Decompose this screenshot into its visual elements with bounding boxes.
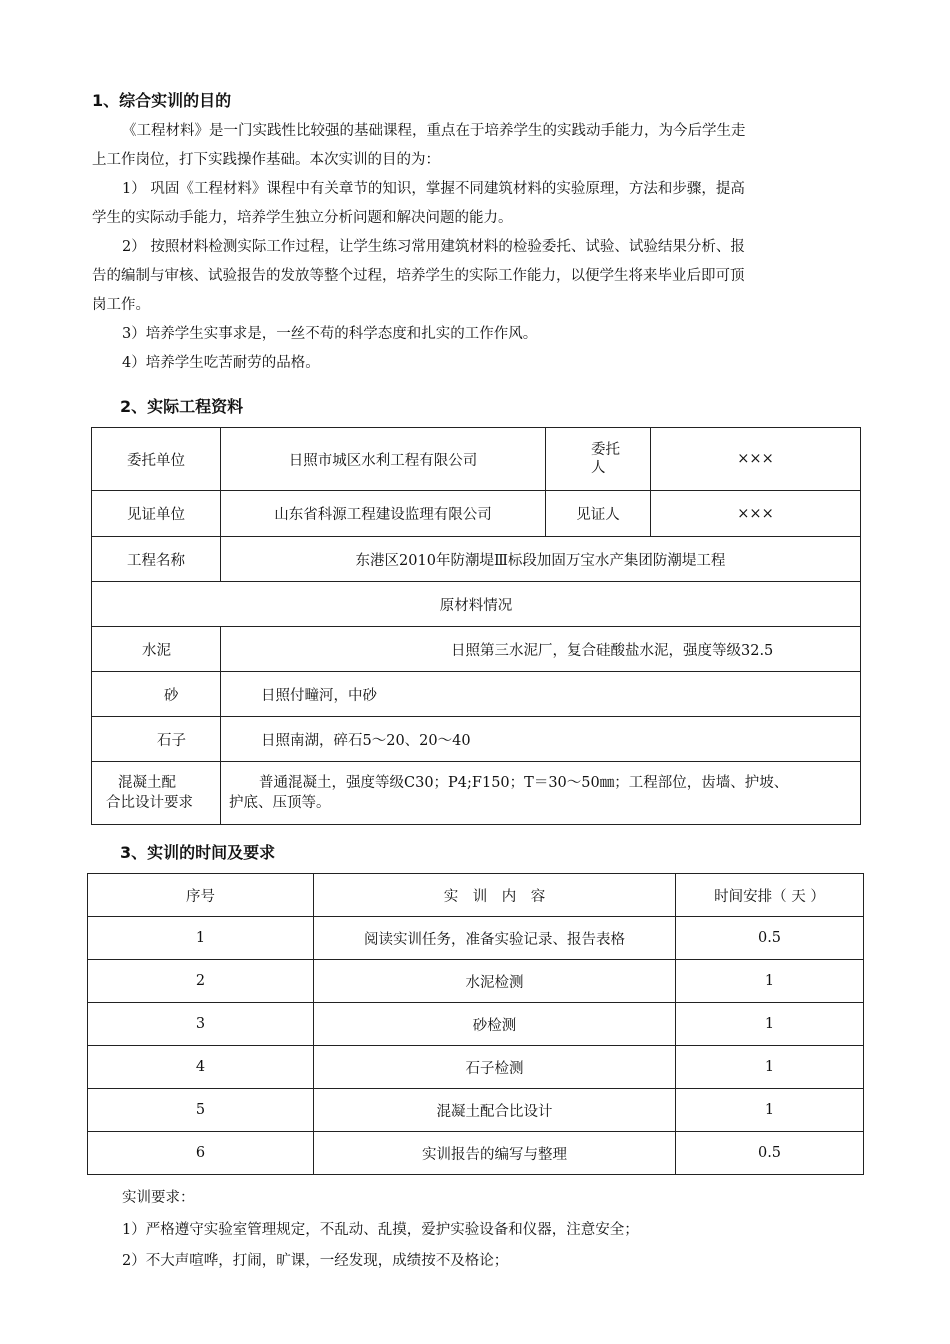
cement-value: 日照第三水泥厂，复合硅酸盐水泥，强度等级32.5 (221, 627, 861, 672)
schedule-table (87, 873, 864, 1175)
section3-title: 3、实训的时间及要求 (120, 843, 276, 862)
row-content: 实训报告的编写与整理 (314, 1132, 676, 1175)
cement-label: 水泥 (92, 627, 221, 672)
row-days: 1 (676, 1003, 864, 1046)
row-content: 混凝土配合比设计 (314, 1089, 676, 1132)
header-index: 序号 (88, 874, 314, 917)
table-row (88, 1003, 864, 1046)
stone-label: 石子 (92, 717, 221, 762)
item1-line2: 学生的实际动手能力，培养学生独立分析问题和解决问题的能力。 (92, 210, 513, 226)
row-content: 石子检测 (314, 1046, 676, 1089)
mix-label-1: 混凝土配 (118, 775, 176, 791)
row-index: 4 (88, 1046, 314, 1089)
item2-line2: 告的编制与审核、试验报告的发放等整个过程，培养学生的实际工作能力，以便学生将来毕业后即可顶 (92, 268, 745, 284)
section1-title: 1、综合实训的目的 (92, 91, 232, 110)
client-person-label-2: 人 (591, 460, 606, 476)
row-index: 1 (88, 917, 314, 960)
client-person-value: ××× (651, 428, 861, 491)
row-days: 0.5 (676, 1132, 864, 1175)
table-row (88, 960, 864, 1003)
table-row (88, 1046, 864, 1089)
row-index: 2 (88, 960, 314, 1003)
mix-label (92, 762, 221, 825)
requirement-1: 1）严格遵守实验室管理规定，不乱动、乱摸，爱护实验设备和仪器，注意安全； (122, 1222, 639, 1238)
section2-title: 2、实际工程资料 (120, 397, 244, 416)
row-index: 5 (88, 1089, 314, 1132)
mix-value (221, 762, 861, 825)
stone-value: 日照南湖，碎石5～20、20～40 (221, 717, 861, 762)
item4: 4）培养学生吃苦耐劳的品格。 (122, 355, 320, 371)
client-person-label (546, 428, 651, 491)
requirements-title: 实训要求： (122, 1190, 195, 1206)
header-days: 时间安排（ 天 ） (676, 874, 864, 917)
mix-value-1: 普通混凝土，强度等级C30；P4;F150；T＝30～50㎜；工程部位，齿墙、护坡、 (259, 775, 789, 791)
item2-line1: 2） 按照材料检测实际工作过程，让学生练习常用建筑材料的检验委托、试验、试验结果分析、报 (122, 239, 745, 255)
item2-line3: 岗工作。 (92, 297, 150, 313)
row-content: 砂检测 (314, 1003, 676, 1046)
intro-line2: 上工作岗位，打下实践操作基础。本次实训的目的为： (92, 152, 440, 168)
table-row (88, 1089, 864, 1132)
witness-label: 见证单位 (92, 491, 221, 537)
witness-person-label: 见证人 (546, 491, 651, 537)
row-days: 0.5 (676, 917, 864, 960)
row-index: 3 (88, 1003, 314, 1046)
project-value: 东港区2010年防潮堤Ⅲ标段加固万宝水产集团防潮堤工程 (221, 537, 861, 582)
row-content: 阅读实训任务，准备实验记录、报告表格 (314, 917, 676, 960)
client-label: 委托单位 (92, 428, 221, 491)
requirement-2: 2）不大声喧哗，打闹，旷课，一经发现，成绩按不及格论； (122, 1253, 509, 1269)
row-content: 水泥检测 (314, 960, 676, 1003)
item1-line1: 1） 巩固《工程材料》课程中有关章节的知识，掌握不同建筑材料的实验原理，方法和步骤，提高 (122, 181, 745, 197)
row-index: 6 (88, 1132, 314, 1175)
project-label: 工程名称 (92, 537, 221, 582)
table-row (88, 1132, 864, 1175)
client-person-label-1: 委托 (591, 442, 620, 458)
mix-label-2: 合比设计要求 (106, 795, 193, 811)
client-value: 日照市城区水利工程有限公司 (221, 428, 546, 491)
header-content: 实 训 内 容 (314, 874, 676, 917)
item3: 3）培养学生实事求是，一丝不苟的科学态度和扎实的工作作风。 (122, 326, 538, 342)
project-info-table (91, 427, 861, 825)
intro-line1: 《工程材料》是一门实践性比较强的基础课程，重点在于培养学生的实践动手能力，为今后学生走 (122, 123, 746, 139)
sand-label: 砂 (92, 672, 221, 717)
materials-header: 原材料情况 (92, 582, 861, 627)
row-days: 1 (676, 1046, 864, 1089)
row-days: 1 (676, 960, 864, 1003)
table-row (88, 917, 864, 960)
row-days: 1 (676, 1089, 864, 1132)
witness-value: 山东省科源工程建设监理有限公司 (221, 491, 546, 537)
witness-person-value: ××× (651, 491, 861, 537)
sand-value: 日照付疃河，中砂 (221, 672, 861, 717)
mix-value-2: 护底、压顶等。 (229, 795, 331, 811)
